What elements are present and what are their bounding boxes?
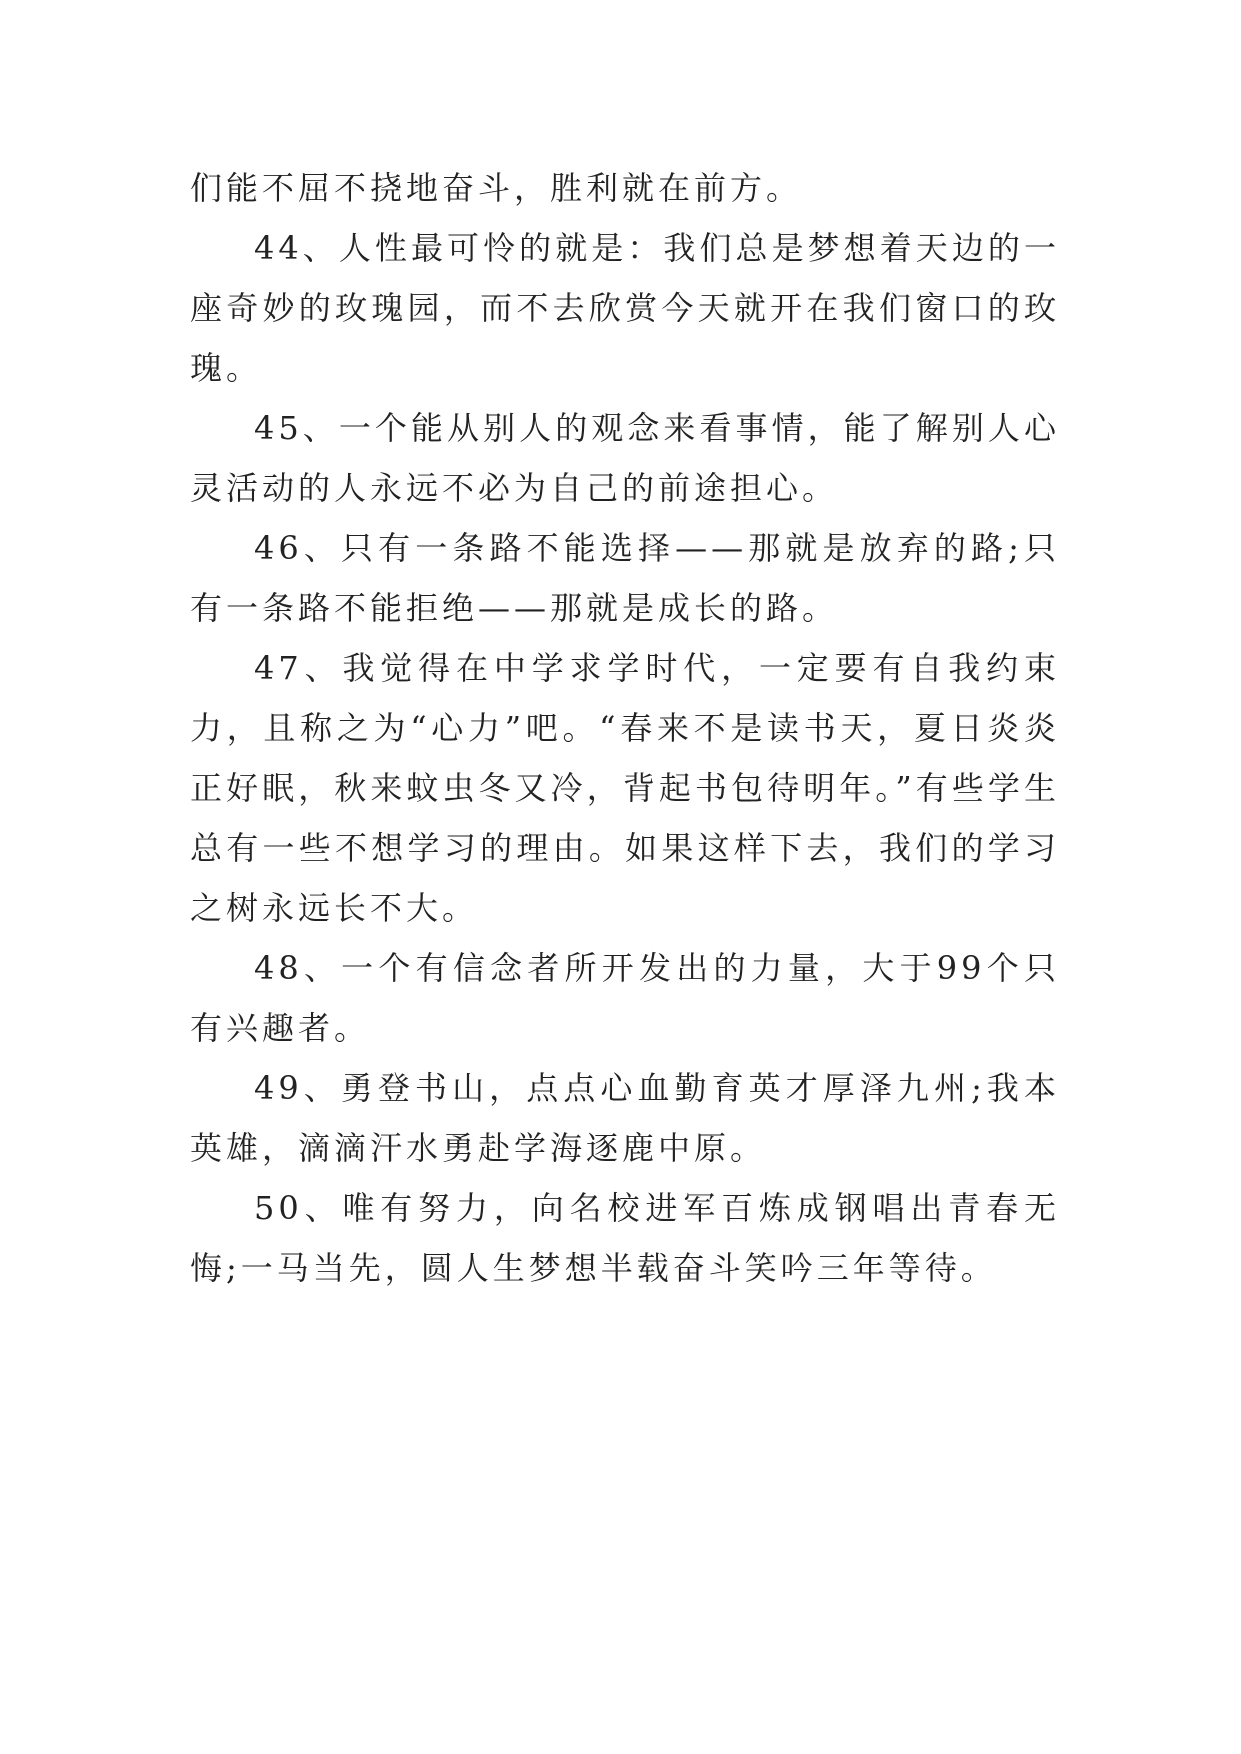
paragraph-48: 48、一个有信念者所开发出的力量，大于99个只有兴趣者。	[190, 949, 1060, 1047]
paragraph-49: 49、勇登书山，点点心血勤育英才厚泽九州;我本英雄，滴滴汗水勇赴学海逐鹿中原。	[190, 1069, 1060, 1167]
paragraph-50: 50、唯有努力，向名校进军百炼成钢唱出青春无悔;一马当先，圆人生梦想半载奋斗笑吟三年等待。	[190, 1189, 1060, 1287]
paragraph-47: 47、我觉得在中学求学时代，一定要有自我约束力，且称之为“心力”吧。“春来不是读书天，夏日炎炎正好眠，秋来蚊虫冬又冷，背起书包待明年。”有些学生总有一些不想学习的理由。如果这样下去，我们的学习之树永远长不大。	[190, 649, 1060, 927]
paragraph-46: 46、只有一条路不能选择——那就是放弃的路;只有一条路不能拒绝——那就是成长的路。	[190, 529, 1060, 627]
paragraph-continuation: 们能不屈不挠地奋斗，胜利就在前方。	[190, 169, 803, 207]
paragraph-45: 45、一个能从别人的观念来看事情，能了解别人心灵活动的人永远不必为自己的前途担心。	[190, 409, 1060, 507]
paragraph-44: 44、人性最可怜的就是：我们总是梦想着天边的一座奇妙的玫瑰园，而不去欣赏今天就开在我们窗口的玫瑰。	[190, 229, 1060, 387]
document-body	[190, 158, 1060, 1298]
